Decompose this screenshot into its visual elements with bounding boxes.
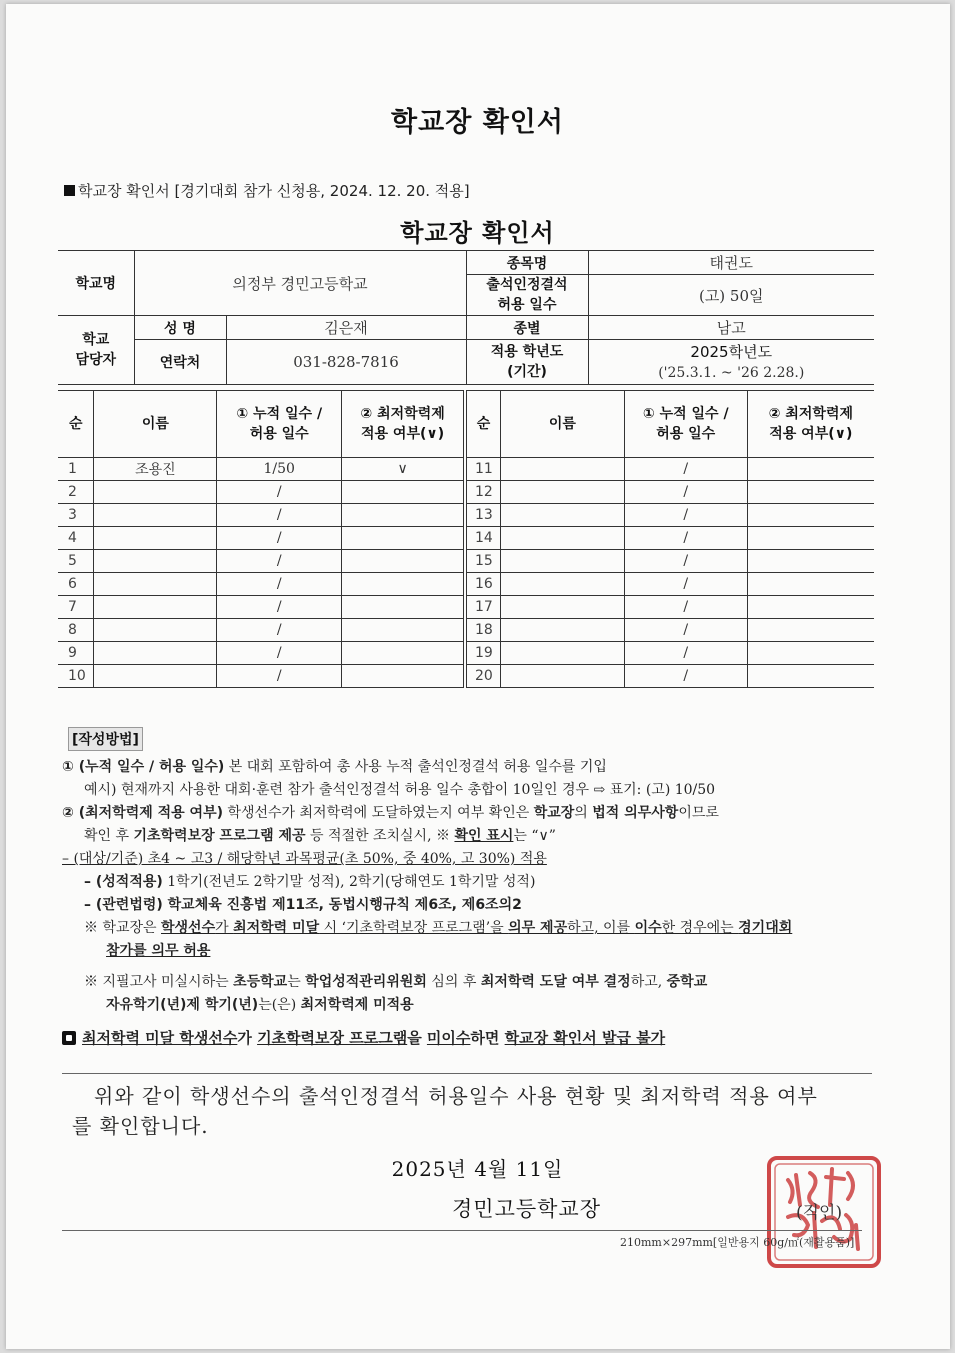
year-label-1: 적용 학년도 — [490, 344, 564, 360]
row-seq: 12 — [467, 481, 501, 504]
black-square-icon — [64, 185, 75, 196]
list-header — [58, 391, 464, 458]
row-check — [747, 550, 874, 573]
row-days: / — [624, 550, 747, 573]
table-row — [467, 458, 875, 481]
note-1-example: 예시) 현재까지 사용한 대회·훈련 참가 출석인정결석 허용 일수 총합이 10일인 경우 ⇨ 표기: (고) 10/50 — [84, 782, 716, 798]
row-name — [94, 642, 217, 665]
row-name — [500, 665, 624, 688]
note-1 — [62, 756, 882, 779]
star-2-h: 중학교 — [666, 974, 708, 990]
table-row — [467, 504, 875, 527]
allowed-days-label-2: 허용 일수 — [497, 297, 557, 313]
row-days: / — [217, 527, 342, 550]
row-check — [342, 504, 464, 527]
row-check — [747, 527, 874, 550]
period-value: ('25.3.1. ~ '26 2.28.) — [658, 364, 805, 381]
seal-label: (직인) — [796, 1203, 843, 1223]
star-2-d: 학업성적관리위원회 — [305, 974, 427, 990]
confirmation-text — [72, 1081, 862, 1141]
row-days: / — [217, 619, 342, 642]
row-check — [342, 619, 464, 642]
table-row — [467, 527, 875, 550]
row-days: / — [217, 550, 342, 573]
row-seq: 11 — [467, 458, 501, 481]
star-2-a: ※ 지필고사 미실시하는 — [84, 974, 234, 990]
warning-note — [62, 1027, 882, 1050]
form-title: 학교장 확인서 — [400, 219, 555, 247]
star-2-e: 심의 후 — [426, 974, 481, 990]
col-days-2: 허용 일수 — [656, 426, 716, 442]
note-2 — [62, 802, 882, 825]
star-note-2-line2 — [62, 994, 882, 1017]
star-2-k: 최저학력제 미적용 — [300, 997, 414, 1013]
table-row — [58, 504, 464, 527]
manager-label — [58, 316, 134, 385]
table-row — [58, 550, 464, 573]
form-subtitle-text: 학교장 확인서 [경기대회 참가 신청용, 2024. 12. 20. 적용] — [78, 182, 470, 200]
row-name — [94, 550, 217, 573]
star-1-a: ※ 학교장은 — [84, 920, 161, 936]
col-min — [747, 391, 874, 458]
row-seq: 14 — [467, 527, 501, 550]
row-seq: 9 — [58, 642, 94, 665]
method-notes — [62, 756, 882, 1050]
row-seq: 16 — [467, 573, 501, 596]
row-seq: 18 — [467, 619, 501, 642]
star-1-c: 가 — [215, 920, 234, 936]
note-2-line2-a: 확인 후 — [84, 828, 134, 844]
row-days: / — [624, 481, 747, 504]
row-days: / — [624, 458, 747, 481]
year-value: 2025학년도 — [690, 342, 773, 361]
table-row — [467, 550, 875, 573]
name-label: 성 명 — [134, 316, 226, 340]
student-list-right — [466, 390, 874, 688]
star-1-f: 의무 제공 — [508, 920, 568, 936]
warning-d: 을 — [407, 1029, 427, 1047]
row-check — [747, 596, 874, 619]
detail-law-head: – (관련법령) — [84, 897, 163, 913]
allowed-days-label — [466, 275, 588, 316]
col-min-1: ② 최저학력제 — [360, 406, 445, 422]
table-row — [58, 481, 464, 504]
row-check — [342, 481, 464, 504]
row-name — [500, 573, 624, 596]
row-days: / — [624, 642, 747, 665]
school-label: 학교명 — [58, 251, 134, 316]
issue-date: 2025년 4월 11일 — [391, 1157, 564, 1181]
row-seq: 19 — [467, 642, 501, 665]
row-seq: 10 — [58, 665, 94, 688]
row-seq: 5 — [58, 550, 94, 573]
row-seq: 15 — [467, 550, 501, 573]
row-days: / — [624, 665, 747, 688]
note-2-line2-e: 는 “∨” — [513, 828, 556, 844]
year-value-cell — [588, 340, 874, 385]
row-days: / — [217, 573, 342, 596]
table-row — [467, 619, 875, 642]
detail-law-text: 학교체육 진흥법 제11조, 동법시행규칙 제6조, 제6조의2 — [162, 897, 522, 913]
row-name — [94, 619, 217, 642]
row-check — [747, 458, 874, 481]
confirmation-line-1: 위와 같이 학생선수의 출석인정결석 허용일수 사용 현황 및 최저학력 적용 여부 — [94, 1084, 818, 1108]
row-days: / — [217, 665, 342, 688]
col-days-1: ① 누적 일수 / — [642, 406, 729, 422]
manager-label-2: 담당자 — [75, 352, 117, 368]
row-check — [342, 573, 464, 596]
page-title: 학교장 확인서 — [391, 107, 564, 138]
detail-grades-text: 1학기(전년도 2학기말 성적), 2학기(당해연도 1학기말 성적) — [162, 874, 536, 890]
student-list-left — [58, 390, 464, 688]
row-name — [500, 527, 624, 550]
name-value: 김은재 — [226, 316, 466, 340]
method-heading: [작성방법] — [68, 727, 143, 751]
table-row — [58, 596, 464, 619]
table-row — [467, 596, 875, 619]
table-row — [58, 573, 464, 596]
note-2-c: 의 — [574, 805, 593, 821]
col-min — [342, 391, 464, 458]
row-seq: 20 — [467, 665, 501, 688]
warning-f: 하면 — [470, 1029, 505, 1047]
row-check — [747, 642, 874, 665]
star-2-c: 는 — [287, 974, 306, 990]
row-name — [500, 619, 624, 642]
row-days: / — [624, 573, 747, 596]
col-days-2: 허용 일수 — [249, 426, 309, 442]
row-check — [342, 596, 464, 619]
row-days: / — [624, 527, 747, 550]
row-name — [94, 504, 217, 527]
note-2-d: 법적 의무사항 — [592, 805, 679, 821]
star-1-g: 하고, 이를 — [567, 920, 635, 936]
allowed-days-label-1: 출석인정결석 — [486, 277, 568, 293]
list-header — [467, 391, 875, 458]
table-row — [467, 665, 875, 688]
row-check — [747, 481, 874, 504]
row-name — [500, 642, 624, 665]
table-row — [58, 527, 464, 550]
note-2-e: 이므로 — [678, 805, 719, 821]
info-table — [58, 250, 874, 385]
star-note-1 — [62, 917, 882, 940]
detail-grades-head: – (성적적용) — [84, 874, 163, 890]
star-1-e: 시 ‘기초학력보장 프로그램’을 — [319, 920, 509, 936]
table-row — [467, 642, 875, 665]
principal-name: 경민고등학교장 — [452, 1197, 602, 1221]
row-days: / — [624, 504, 747, 527]
star-1-i: 한 경우에는 — [661, 920, 739, 936]
row-name — [500, 458, 624, 481]
row-check — [342, 665, 464, 688]
row-seq: 1 — [58, 458, 94, 481]
detail-target: – (대상/기준) 초4 ~ 고3 / 해당학년 과목평균(초 50%, 중 40%, 고 30%) 적용 — [62, 851, 547, 867]
row-days: / — [624, 619, 747, 642]
black-box-icon — [62, 1031, 76, 1045]
school-value: 의정부 경민고등학교 — [134, 251, 466, 316]
col-min-2: 적용 여부(∨) — [769, 426, 853, 442]
col-min-1: ② 최저학력제 — [768, 406, 853, 422]
note-2-head: ② (최저학력제 적용 여부) — [62, 805, 223, 821]
star-1-h: 이수 — [634, 920, 662, 936]
row-check — [342, 550, 464, 573]
row-seq: 3 — [58, 504, 94, 527]
row-name — [94, 665, 217, 688]
table-row — [58, 665, 464, 688]
row-check — [747, 665, 874, 688]
row-seq: 8 — [58, 619, 94, 642]
note-2-line2-d: 확인 표시 — [454, 828, 514, 844]
star-1-d: 최저학력 미달 — [233, 920, 320, 936]
star-1-b: 학생선수 — [161, 920, 216, 936]
event-label: 종목명 — [466, 251, 588, 275]
row-name — [500, 504, 624, 527]
row-seq: 4 — [58, 527, 94, 550]
row-name — [94, 527, 217, 550]
row-days: 1/50 — [217, 458, 342, 481]
warning-b: 가 — [237, 1029, 258, 1047]
row-days: / — [217, 596, 342, 619]
row-name — [94, 481, 217, 504]
divider — [62, 1230, 862, 1231]
row-check — [747, 619, 874, 642]
col-days — [624, 391, 747, 458]
row-name — [500, 596, 624, 619]
note-1-text: 본 대회 포함하여 총 사용 누적 출석인정결석 허용 일수를 기입 — [224, 759, 607, 775]
star-2-i: 자유학기(년)제 학기(년) — [106, 997, 259, 1013]
col-days — [217, 391, 342, 458]
table-row — [467, 573, 875, 596]
table-row — [58, 619, 464, 642]
col-days-1: ① 누적 일수 / — [236, 406, 323, 422]
star-note-1-line2 — [62, 940, 882, 963]
contact-value: 031-828-7816 — [226, 340, 466, 385]
form-subtitle — [64, 180, 470, 201]
row-seq: 17 — [467, 596, 501, 619]
note-2-line2-c: 등 적절한 조치실시, ※ — [305, 828, 455, 844]
year-label-2: (기간) — [507, 364, 547, 380]
star-1-k: 참가를 의무 허용 — [106, 943, 211, 959]
col-min-2: 적용 여부(∨) — [361, 426, 445, 442]
note-1-head: ① (누적 일수 / 허용 일수) — [62, 759, 225, 775]
row-name — [94, 596, 217, 619]
row-check — [342, 527, 464, 550]
note-2-line2-b: 기초학력보장 프로그램 제공 — [133, 828, 306, 844]
row-days: / — [217, 642, 342, 665]
gender-value: 남고 — [588, 316, 874, 340]
row-days: / — [624, 596, 747, 619]
star-2-b: 초등학교 — [233, 974, 288, 990]
row-days: / — [217, 481, 342, 504]
manager-label-1: 학교 — [82, 332, 110, 348]
star-2-f: 최저학력 도달 여부 결정 — [480, 974, 631, 990]
detail-grades — [62, 871, 882, 894]
row-name: 조용진 — [94, 458, 217, 481]
col-seq: 순 — [467, 391, 501, 458]
note-2-b: 학교장 — [533, 805, 575, 821]
confirmation-line-2: 를 확인합니다. — [72, 1114, 209, 1138]
row-days: / — [217, 504, 342, 527]
event-value: 태권도 — [588, 251, 874, 275]
star-note-2 — [62, 971, 882, 994]
divider — [62, 1073, 872, 1074]
row-name — [94, 573, 217, 596]
note-2-a: 학생선수가 최저학력에 도달하였는지 여부 확인은 — [223, 805, 534, 821]
warning-g: 학교장 확인서 발급 불가 — [504, 1029, 666, 1047]
gender-label: 종별 — [466, 316, 588, 340]
contact-label: 연락처 — [134, 340, 226, 385]
warning-a: 최저학력 미달 학생선수 — [82, 1029, 238, 1047]
row-check — [747, 573, 874, 596]
star-1-j: 경기대회 — [738, 920, 793, 936]
row-seq: 6 — [58, 573, 94, 596]
table-row — [467, 481, 875, 504]
table-row — [58, 458, 464, 481]
table-row — [58, 642, 464, 665]
star-2-j: 는(은) — [258, 997, 301, 1013]
warning-c: 기초학력보장 프로그램 — [257, 1029, 408, 1047]
row-seq: 2 — [58, 481, 94, 504]
warning-e: 미이수 — [426, 1029, 471, 1047]
allowed-days-value: (고) 50일 — [588, 275, 874, 316]
note-2-line2 — [62, 825, 882, 848]
row-check — [342, 642, 464, 665]
paper-spec: 210mm×297mm[일반용지 60g/㎡(재활용품)] — [620, 1236, 855, 1249]
row-seq: 13 — [467, 504, 501, 527]
detail-law — [62, 894, 882, 917]
row-seq: 7 — [58, 596, 94, 619]
row-name — [500, 481, 624, 504]
star-2-g: 하고, — [630, 974, 667, 990]
year-label — [466, 340, 588, 385]
row-check: ∨ — [342, 458, 464, 481]
col-name: 이름 — [94, 391, 217, 458]
row-check — [747, 504, 874, 527]
col-seq: 순 — [58, 391, 94, 458]
col-name: 이름 — [500, 391, 624, 458]
row-name — [500, 550, 624, 573]
